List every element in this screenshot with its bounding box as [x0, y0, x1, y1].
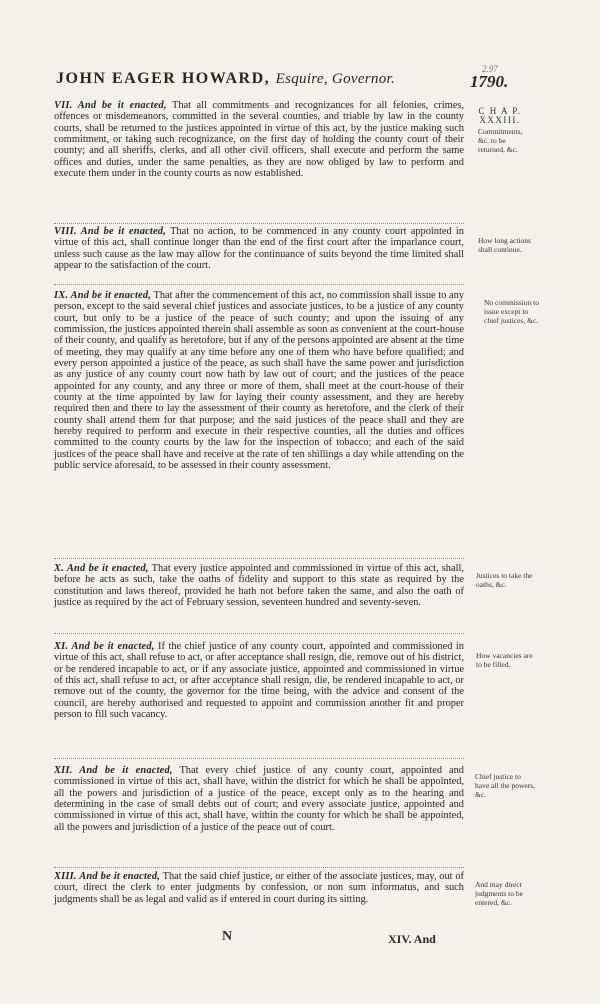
stray-mark	[2, 26, 53, 77]
divider	[54, 633, 464, 634]
header-rank: Esquire, Governor.	[275, 71, 396, 87]
section-11-text: If the chief justice of any county court, appointed and commissioned in virtue of this act, shall refuse to act, or after acceptance shall resign, die, remove out of his district, or be rendered incapable to act, or if any associate justice, appointed and commissioned in virtue of this act, shall refuse to act, or after acceptance shall resign, die, be rendered incapable to act, or remove out of the county, the governor for the time being, with the advice and consent of the council, are hereby authorised and requested to appoint and commission another fit and proper person to fill such vacancy.	[54, 641, 464, 721]
chap-number: XXXIII.	[479, 115, 521, 125]
margin-note-3: No commission to issue except to chief justices, &c.	[484, 298, 540, 325]
section-9-lead: IX. And be it enacted,	[54, 290, 152, 301]
section-11	[54, 641, 464, 720]
section-7-text: That all commitments and recognizances for all felonies, crimes, offences or misdemeanors, committed in the several counties, and triable by law in the county courts, shall be returned to the justices appointed in virtue of this act, by the justice making such commitment, or taking such recognizance, on the first day of holding the county court of their county; and all sheriffs, clerks, and all other civil officers, shall execute and perform the same offices and duties, under the same penalties, as they are now obliged by law to perform and execute them under in the county courts as now established.	[54, 100, 464, 180]
header-year: 1790.	[470, 72, 509, 91]
section-13	[54, 871, 464, 905]
divider	[54, 284, 464, 285]
margin-note-5: How vacancies are to be filled.	[476, 651, 533, 669]
margin-chapter	[470, 107, 554, 125]
section-8-text: That no action, to be commenced in any county court appointed in virtue of this act, shall continue longer than the end of the first court after the imparlance court, unless such cause as the law may allow for the continuance of suits beyond the time limited shall appear to the satisfaction of the court.	[54, 226, 464, 272]
catchword: XIV. And	[388, 932, 436, 946]
margin-note-7: And may direct judgments to be entered, &c.	[475, 880, 523, 907]
section-7-lead: VII. And be it enacted,	[54, 100, 167, 111]
section-11-lead: XI. And be it enacted,	[54, 641, 155, 652]
section-10	[54, 563, 464, 608]
section-13-lead: XIII. And be it enacted,	[54, 871, 161, 882]
divider	[54, 758, 464, 759]
section-7	[54, 100, 464, 179]
section-9	[54, 290, 464, 472]
margin-note-2: How long actions shall continue.	[478, 236, 531, 254]
divider	[54, 867, 464, 868]
running-header	[56, 70, 395, 88]
section-8-lead: VIII. And be it enacted,	[54, 226, 167, 237]
section-12	[54, 765, 464, 833]
signature-mark: N	[222, 929, 233, 944]
margin-note-1: Commitments, &c. to be returned, &c.	[478, 127, 523, 154]
margin-note-6: Chief justice to have all the powers, &c.	[475, 772, 535, 799]
section-12-text: That every chief justice of any county court, appointed and commissioned in virtue of this act, shall have, within the district for which he shall be appointed, all the powers and jurisdiction of a justice of the peace, except only as to the hearing and determining in the case of small debts out of court; and every associate justice, appointed and commissioned in virtue of this act, shall have, within the county for which he shall be appointed, all the powers and jurisdiction of a justice of the peace out of court.	[54, 765, 464, 833]
corner-mark: 2.97	[482, 64, 498, 74]
section-8	[54, 226, 464, 271]
header-name: JOHN EAGER HOWARD,	[56, 70, 271, 87]
section-9-text: That after the commencement of this act, no commission shall issue to any person, except to the said several chief justices and associate justices, to be a justice of any county court, but only to be a justice of the peace of such county; and upon the issuing of any commission, the justices appointed therein shall assemble as soon as convenient at the court-house of their county, and qualify as heretofore, but if any of the persons appointed are absent at the time of meeting, they may qualify at any time before any one of them who have before qualified; and every person appointed a justice of the peace, as such shall have the same power and jurisdiction as any justice of any county court now hath by law out of court; and the justices of the peace appointed for any county, and any three or more of them, shall meet at the court-house of their county at the time appointed by law for laying their county assessment, and they are hereby required then and there to lay the assessment of their county as heretofore, and the clerk of their county shall attend them for that purpose; and the said justices of the peace shall and they are hereby required to perform and execute in their respective counties, all the duties and offices committed to the county courts by the law for the inspection of tobacco; and each of the said justices of the peace shall have and receive at the rate of ten shillings a day while attending on the public service aforesaid, to be assessed in their county assessment.	[54, 290, 464, 472]
section-13-text: That the said chief justice, or either of the associate justices, may, out of court, direct the clerk to enter judgments by confession, or non sum informatus, and such judgments shall be as legal and valid as if entered in court during its sitting.	[54, 871, 464, 905]
section-12-lead: XII. And be it enacted,	[54, 765, 173, 776]
divider	[54, 558, 464, 559]
section-10-lead: X. And be it enacted,	[54, 563, 149, 574]
section-10-text: That every justice appointed and commissioned in virtue of this act, shall, before he acts as such, take the oaths of fidelity and support to this state as required by the constitution and laws thereof, provided he hath not before taken the same, and also the oath of justice as required by the act of February session, seventeen hundred and seventy-seven.	[54, 563, 464, 609]
divider	[54, 223, 464, 224]
margin-note-4: Justices to take the oaths, &c.	[476, 571, 533, 589]
chap-label: C H A P.	[478, 106, 522, 116]
